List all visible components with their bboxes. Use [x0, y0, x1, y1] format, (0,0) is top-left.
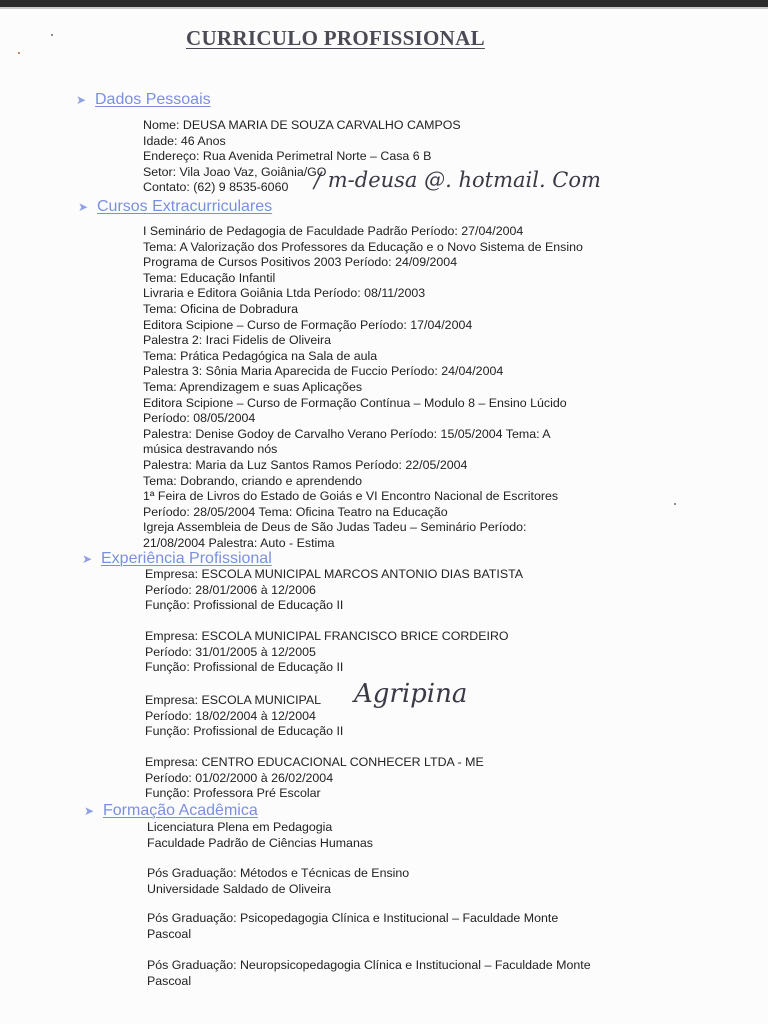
job-company: Empresa: CENTRO EDUCACIONAL CONHECER LTDA - ME	[145, 755, 484, 769]
section-label: Formação Acadêmica	[103, 802, 258, 819]
course-line: Palestra: Denise Godoy de Carvalho Verano Período: 15/05/2004 Tema: A	[143, 426, 551, 441]
course-line: Tema: Educação Infantil	[143, 270, 276, 285]
personal-address: Endereço: Rua Avenida Perimetral Norte – Casa 6 B	[143, 149, 432, 164]
course-line: Tema: Oficina de Dobradura	[143, 301, 298, 316]
job-period: Período: 28/01/2006 à 12/2006	[145, 582, 316, 597]
education-line: Faculdade Padrão de Ciências Humanas	[147, 835, 373, 850]
education-line: Licenciatura Plena em Pedagogia	[147, 820, 333, 834]
job-company: Empresa: ESCOLA MUNICIPAL FRANCISCO BRICE CORDEIRO	[145, 629, 509, 643]
scan-speck	[674, 503, 676, 505]
education-entry	[147, 866, 409, 897]
job-entry	[145, 629, 509, 676]
education-line: Pós Graduação: Psicopedagogia Clínica e Institucional – Faculdade Monte	[147, 911, 559, 925]
job-period: Período: 31/01/2005 à 12/2005	[145, 644, 316, 659]
job-period: Período: 18/02/2004 à 12/2004	[145, 708, 316, 723]
education-line: Pascoal	[147, 926, 192, 941]
course-line: Editora Scipione – Curso de Formação Período: 17/04/2004	[143, 317, 473, 332]
personal-contact: Contato: (62) 9 8535-6060	[143, 180, 289, 195]
course-line: música destravando nós	[143, 442, 278, 457]
courses-block	[143, 224, 583, 551]
section-label: Dados Pessoais	[95, 91, 211, 108]
section-heading-experiencia	[82, 550, 272, 568]
course-line: Palestra 2: Iraci Fidelis de Oliveira	[143, 333, 331, 348]
arrow-bullet-icon: ➤	[84, 804, 95, 818]
section-label: Experiência Profissional	[101, 550, 272, 567]
section-heading-formacao	[84, 802, 258, 820]
course-line: Palestra: Maria da Luz Santos Ramos Período: 22/05/2004	[143, 457, 468, 472]
course-line: I Seminário de Pedagogia de Faculdade Padrão Período: 27/04/2004	[143, 224, 524, 238]
job-entry	[145, 755, 484, 802]
education-entry	[147, 911, 558, 942]
course-line: Período: 28/05/2004 Tema: Oficina Teatro na Educação	[143, 504, 448, 519]
job-entry	[145, 567, 523, 614]
arrow-bullet-icon: ➤	[78, 200, 89, 214]
course-line: Tema: Aprendizagem e suas Aplicações	[143, 379, 363, 394]
course-line: Período: 08/05/2004	[143, 411, 256, 426]
course-line: Editora Scipione – Curso de Formação Contínua – Modulo 8 – Ensino Lúcido	[143, 395, 567, 410]
course-line: Livraria e Editora Goiânia Ltda Período: 08/11/2003	[143, 286, 426, 301]
scan-top-shadow	[0, 7, 768, 9]
course-line: Igreja Assembleia de Deus de São Judas Tadeu – Seminário Período:	[143, 520, 527, 535]
handwritten-email: / m-deusa @. hotmail. Com	[314, 168, 601, 192]
course-line: 21/08/2004 Palestra: Auto - Estima	[143, 535, 335, 550]
education-line: Pascoal	[147, 973, 192, 988]
job-company: Empresa: ESCOLA MUNICIPAL MARCOS ANTONIO DIAS BATISTA	[145, 567, 523, 581]
section-label: Cursos Extracurriculares	[97, 198, 273, 215]
personal-name: Nome: DEUSA MARIA DE SOUZA CARVALHO CAMPOS	[143, 118, 461, 132]
scan-speck	[51, 34, 53, 36]
personal-age: Idade: 46 Anos	[143, 133, 226, 148]
personal-sector: Setor: Vila Joao Vaz, Goiânia/GO	[143, 164, 327, 179]
job-role: Função: Profissional de Educação II	[145, 660, 344, 675]
course-line: 1ª Feira de Livros do Estado de Goiás e VI Encontro Nacional de Escritores	[143, 489, 559, 504]
job-role: Função: Profissional de Educação II	[145, 598, 344, 613]
section-heading-cursos	[78, 198, 272, 216]
section-heading-dados-pessoais	[76, 91, 211, 109]
job-company: Empresa: ESCOLA MUNICIPAL	[145, 693, 322, 707]
job-entry	[145, 693, 343, 740]
handwritten-school-name: Agripina	[354, 679, 468, 709]
job-role: Função: Professora Pré Escolar	[145, 786, 321, 801]
arrow-bullet-icon: ➤	[76, 93, 87, 107]
course-line: Tema: Prática Pedagógica na Sala de aula	[143, 348, 378, 363]
scan-top-edge	[0, 0, 768, 7]
arrow-bullet-icon: ➤	[82, 552, 93, 566]
education-entry	[147, 958, 591, 989]
job-period: Período: 01/02/2000 à 26/02/2004	[145, 770, 334, 785]
scan-speck	[18, 52, 20, 54]
document-title: CURRICULO PROFISSIONAL	[186, 26, 485, 50]
education-entry	[147, 820, 373, 851]
education-line: Universidade Saldado de Oliveira	[147, 881, 331, 896]
education-line: Pós Graduação: Neuropsicopedagogia Clínica e Institucional – Faculdade Monte	[147, 958, 591, 972]
course-line: Programa de Cursos Positivos 2003 Período: 24/09/2004	[143, 255, 458, 270]
education-line: Pós Graduação: Métodos e Técnicas de Ensino	[147, 866, 410, 880]
course-line: Tema: A Valorização dos Professores da Educação e o Novo Sistema de Ensino	[143, 239, 583, 254]
course-line: Palestra 3: Sônia Maria Aparecida de Fuccio Período: 24/04/2004	[143, 364, 504, 379]
course-line: Tema: Dobrando, criando e aprendendo	[143, 473, 363, 488]
job-role: Função: Profissional de Educação II	[145, 724, 344, 739]
